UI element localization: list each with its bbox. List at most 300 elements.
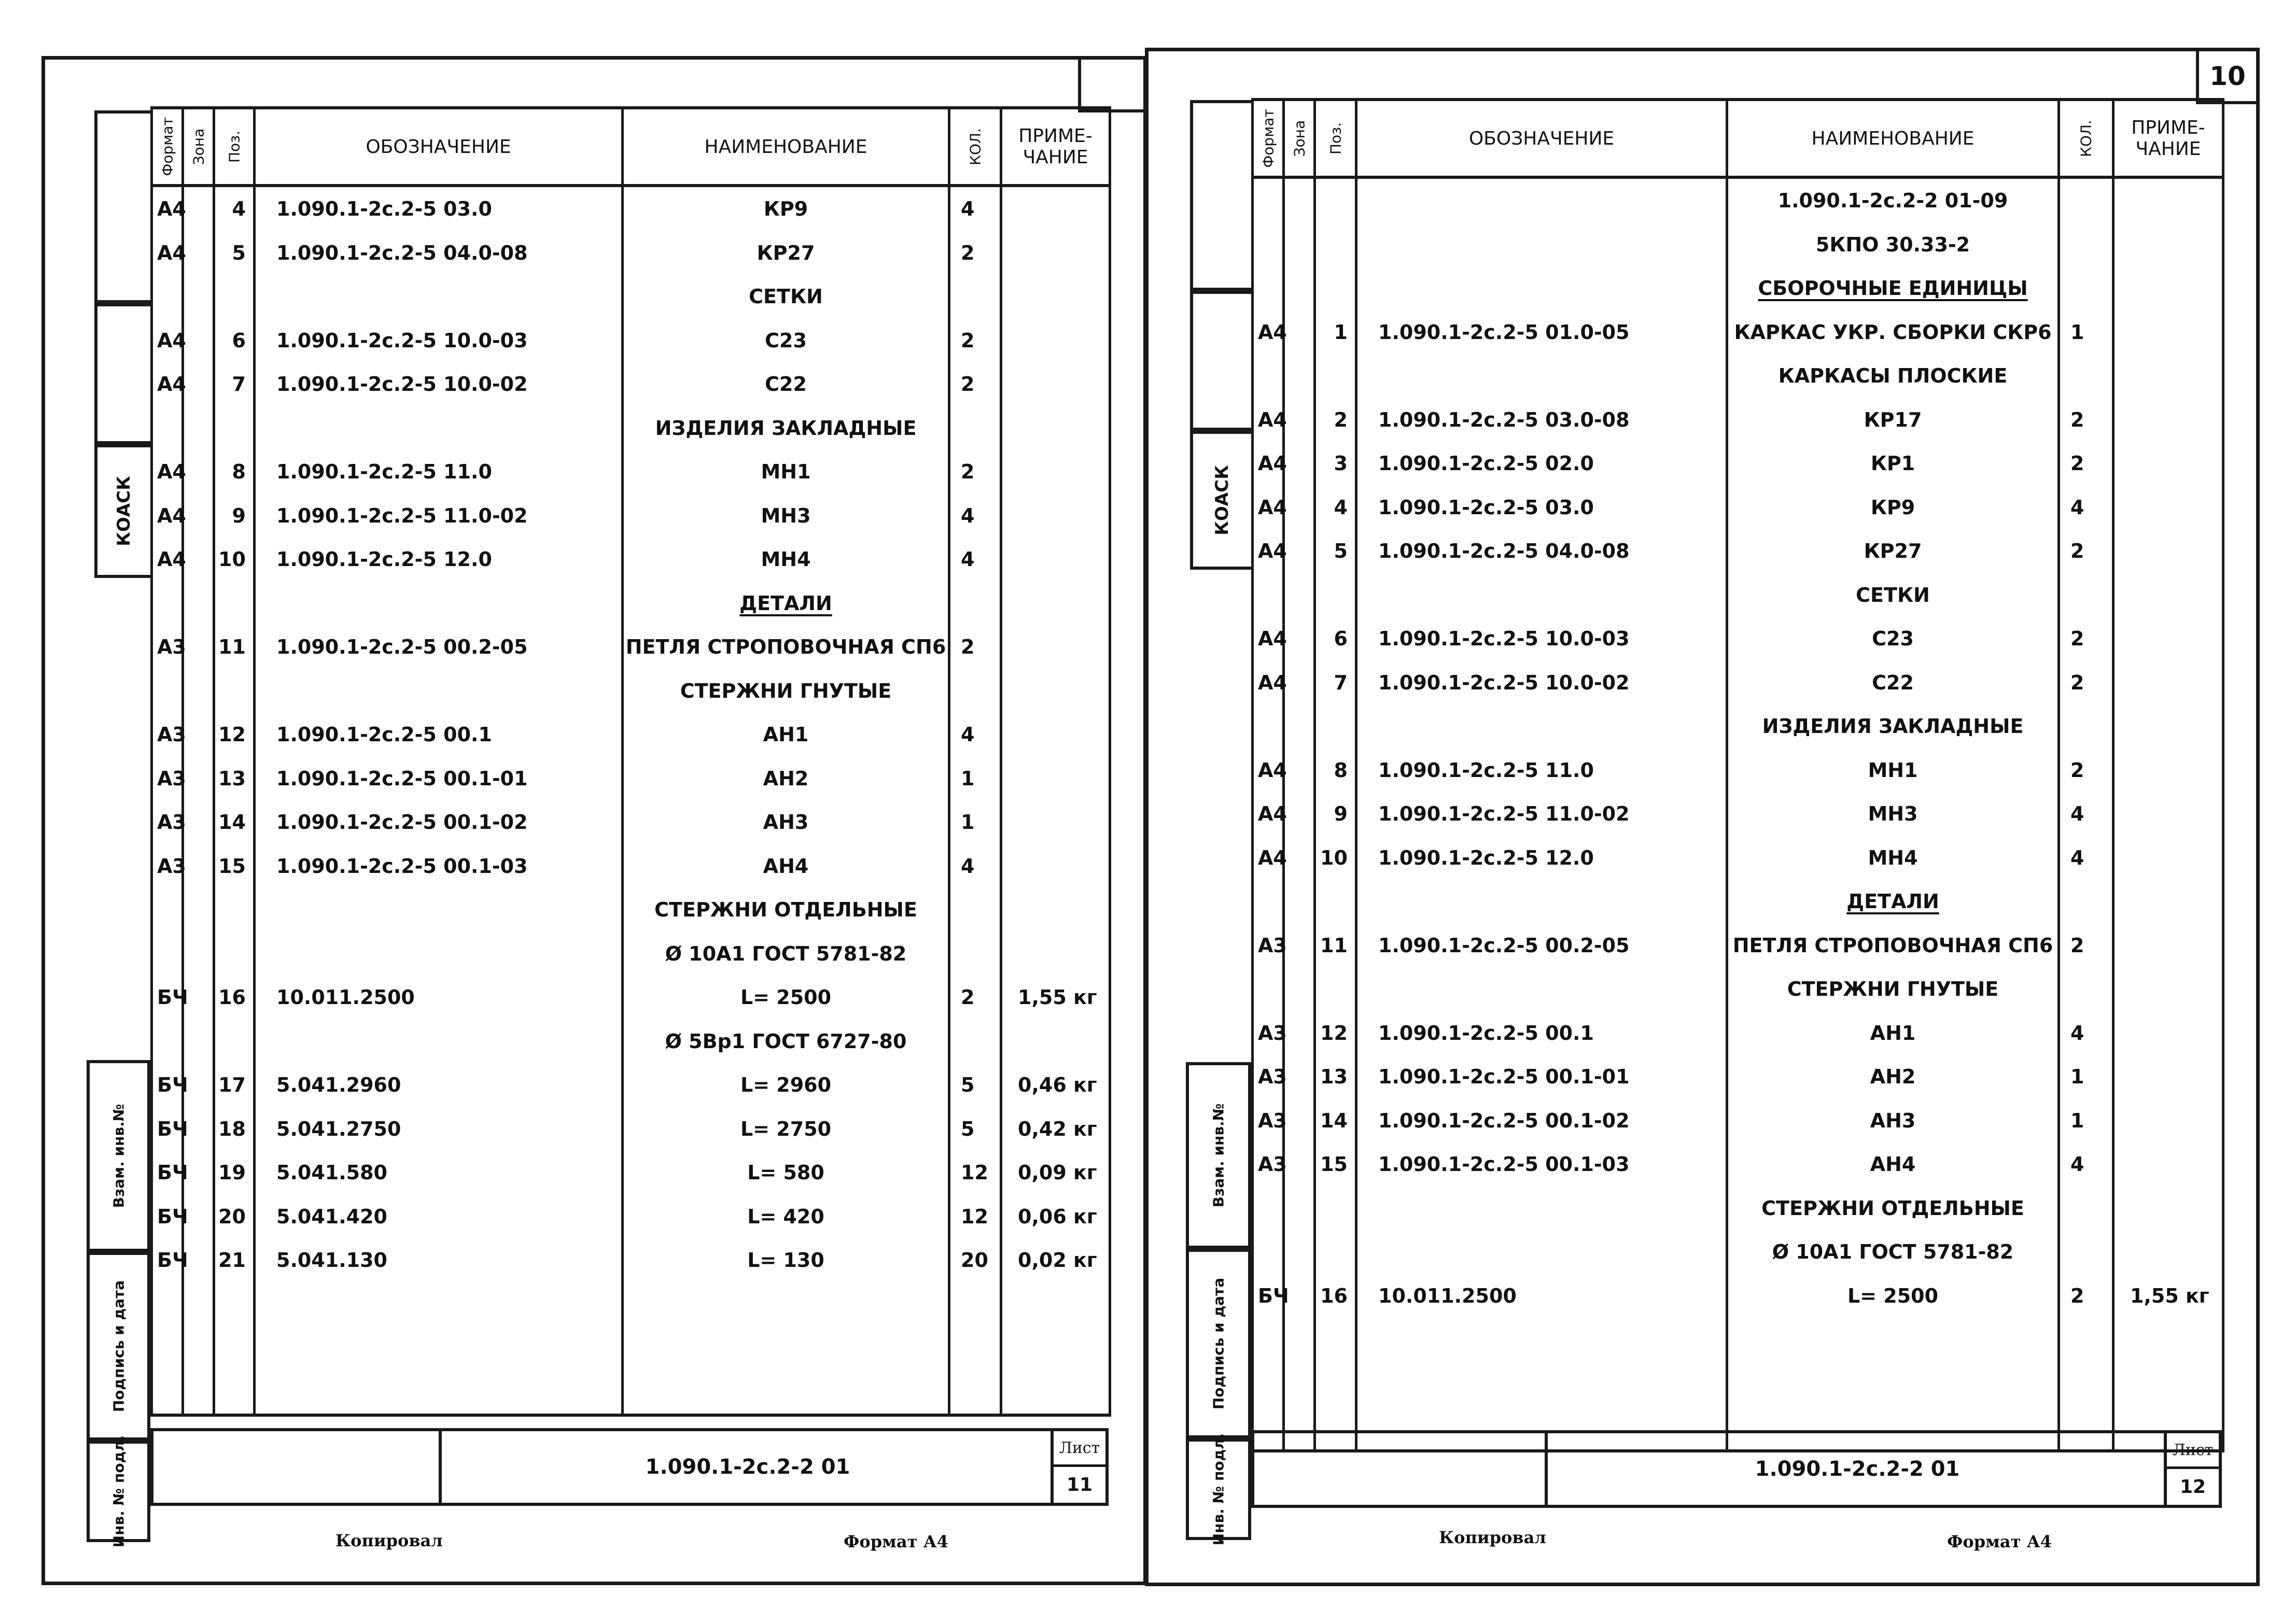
cell-note [2113,924,2223,968]
cell-format [1253,223,1284,267]
cell-designation: 1.090.1-2с.2-5 03.0-08 [1356,398,1727,442]
cell-name: L= 2500 [1727,1274,2059,1318]
table-row [152,757,1110,801]
cell-name: АН3 [1727,1099,2059,1143]
cell-name: СБОРОЧНЫЕ ЕДИНИЦЫ [1727,266,2059,311]
cell-format [1253,880,1284,924]
cell-zone [183,362,214,406]
cell-note: 0,02 кг [1001,1238,1110,1282]
cell-pos [214,582,255,626]
cell-note [1001,1326,1110,1370]
cell-format [1253,266,1284,311]
cell-pos [1315,967,1356,1011]
cell-name: КР1 [1727,442,2059,486]
sheet-left [41,56,1147,1585]
cell-pos [1315,573,1356,617]
cell-zone [1284,354,1315,398]
cell-note [2113,573,2223,617]
cell-format [1253,573,1284,617]
cell-qty: 4 [949,186,1001,231]
cell-format: А4 [1253,836,1284,880]
cell-qty: 2 [949,625,1001,669]
vzam-label: Взам. инв.№ [110,1104,127,1208]
cell-designation: 5.041.2750 [255,1107,623,1151]
table-row [1253,1142,2223,1187]
cell-pos: 11 [1315,924,1356,968]
cell-designation [1356,967,1727,1011]
table-row [1253,1362,2223,1406]
cell-designation: 1.090.1-2с.2-5 10.0-03 [1356,617,1727,661]
col-note-header: ПРИМЕ- ЧАНИЕ [2113,100,2223,177]
footer-format: Формат А4 [844,1532,948,1551]
cell-qty: 1 [2059,311,2113,355]
cell-zone [1284,880,1315,924]
cell-qty [2059,1318,2113,1362]
cell-note [1001,932,1110,976]
cell-format [1253,1362,1284,1406]
cell-pos: 6 [214,319,255,363]
cell-pos: 21 [214,1238,255,1282]
cell-qty: 1 [2059,1055,2113,1099]
table-row [1253,1011,2223,1055]
side-strip-vzam [1186,1062,1251,1249]
cell-qty: 4 [949,844,1001,888]
cell-qty [2059,177,2113,223]
cell-note [2113,836,2223,880]
cell-qty: 2 [949,231,1001,275]
cell-format: А3 [1253,924,1284,968]
page-number: 10 [2209,61,2246,91]
cell-note [1001,800,1110,844]
cell-designation [255,1020,623,1064]
cell-zone [183,669,214,713]
cell-qty [2059,266,2113,311]
cell-name: МН3 [623,494,949,538]
cell-pos [214,1370,255,1416]
cell-format: А4 [1253,617,1284,661]
cell-pos: 8 [1315,749,1356,793]
cell-format: А3 [1253,1099,1284,1143]
cell-pos: 5 [1315,529,1356,573]
cell-note [1001,362,1110,406]
cell-designation [255,1282,623,1326]
cell-name: ИЗДЕЛИЯ ЗАКЛАДНЫЕ [623,406,949,450]
cell-format [152,888,183,932]
col-zone-header: Зона [183,108,214,186]
cell-designation [1356,1362,1727,1406]
cell-format: БЧ [152,976,183,1020]
table-row [152,1195,1110,1239]
table-row [1253,661,2223,705]
col-qty-header: КОЛ. [2059,100,2113,177]
cell-qty [949,1020,1001,1064]
cell-note [1001,757,1110,801]
cell-pos: 1 [1315,311,1356,355]
cell-format: А3 [1253,1055,1284,1099]
table-row [152,231,1110,275]
cell-zone [1284,223,1315,267]
side-strip-blank-2 [1190,291,1251,431]
cell-format [1253,704,1284,749]
table-row [152,1063,1110,1107]
table-row [1253,1274,2223,1318]
side-strip-blank-2 [94,303,150,444]
cell-pos: 9 [214,494,255,538]
cell-designation: 1.090.1-2с.2-5 03.0 [255,186,623,231]
cell-designation [1356,266,1727,311]
inv-label: Инв. № подл. [1210,1433,1227,1546]
cell-note [1001,1370,1110,1416]
cell-note [2113,661,2223,705]
table-row [1253,880,2223,924]
cell-name [623,1282,949,1326]
cell-note: 1,55 кг [2113,1274,2223,1318]
side-strip-inv [1186,1433,1251,1546]
cell-zone [1284,1142,1315,1187]
cell-pos [1315,1362,1356,1406]
cell-note [2113,704,2223,749]
cell-note [1001,494,1110,538]
cell-zone [1284,704,1315,749]
cell-format: А3 [152,625,183,669]
cell-zone [183,275,214,319]
cell-name: АН2 [1727,1055,2059,1099]
col-designation-header: ОБОЗНАЧЕНИЕ [1356,100,1727,177]
cell-format [152,1282,183,1326]
cell-name: СТЕРЖНИ ОТДЕЛЬНЫЕ [1727,1187,2059,1231]
sheet-number: 12 [2179,1476,2206,1498]
cell-designation [255,669,623,713]
cell-name: 1.090.1-2с.2-2 01-09 [1727,177,2059,223]
cell-name: КР9 [623,186,949,231]
table-row [152,319,1110,363]
cell-note [2113,1099,2223,1143]
table-row [152,1326,1110,1370]
table-row [1253,1187,2223,1231]
cell-format: А3 [152,844,183,888]
cell-zone [183,319,214,363]
cell-pos: 12 [1315,1011,1356,1055]
col-note-header: ПРИМЕ- ЧАНИЕ [1001,108,1110,186]
cell-name: СТЕРЖНИ ГНУТЫЕ [623,669,949,713]
cell-designation [255,275,623,319]
cell-designation: 5.041.580 [255,1151,623,1195]
cell-zone [1284,573,1315,617]
cell-designation: 5.041.420 [255,1195,623,1239]
cell-name: АН1 [1727,1011,2059,1055]
cell-note [2113,1187,2223,1231]
table-row [1253,311,2223,355]
title-block-left [150,1428,1109,1506]
page-number-box [2196,48,2260,104]
cell-zone [1284,924,1315,968]
table-row [152,844,1110,888]
cell-designation [1356,573,1727,617]
cell-pos: 2 [1315,398,1356,442]
cell-qty [2059,1230,2113,1274]
cell-zone [1284,749,1315,793]
cell-pos: 9 [1315,792,1356,836]
cell-format [152,1020,183,1064]
cell-format [152,275,183,319]
cell-pos [214,1282,255,1326]
cell-note [2113,398,2223,442]
cell-pos: 4 [214,186,255,231]
cell-pos [214,932,255,976]
cell-note [2113,880,2223,924]
cell-note [1001,231,1110,275]
cell-note [2113,354,2223,398]
inv-label: Инв. № подл. [110,1435,127,1548]
cell-pos: 18 [214,1107,255,1151]
cell-zone [1284,1187,1315,1231]
cell-qty: 4 [2059,836,2113,880]
cell-zone [1284,1099,1315,1143]
cell-note [1001,406,1110,450]
cell-zone [183,844,214,888]
cell-note [1001,450,1110,494]
cell-designation: 1.090.1-2с.2-5 00.1-03 [255,844,623,888]
table-row [1253,749,2223,793]
cell-qty: 1 [949,757,1001,801]
cell-zone [183,450,214,494]
cell-designation [1356,1318,1727,1362]
cell-qty: 5 [949,1063,1001,1107]
cell-note [2113,1142,2223,1187]
cell-pos: 5 [214,231,255,275]
cell-pos [1315,880,1356,924]
cell-designation [1356,1230,1727,1274]
cell-name: ПЕТЛЯ СТРОПОВОЧНАЯ СП6 [1727,924,2059,968]
table-row [152,976,1110,1020]
cell-note [2113,529,2223,573]
table-row [1253,1055,2223,1099]
cell-qty: 2 [2059,529,2113,573]
table-row [152,406,1110,450]
cell-name: КР9 [1727,486,2059,530]
cell-zone [1284,661,1315,705]
cell-pos [1315,223,1356,267]
cell-designation [1356,1187,1727,1231]
sheet-number-box [1078,56,1147,112]
cell-designation [255,406,623,450]
cell-pos: 10 [214,538,255,582]
cell-format: А4 [1253,749,1284,793]
cell-qty: 2 [2059,617,2113,661]
table-row [1253,924,2223,968]
table-row [1253,354,2223,398]
cell-pos: 10 [1315,836,1356,880]
cell-name: АН4 [623,844,949,888]
cell-format: А3 [152,757,183,801]
col-designation-header: ОБОЗНАЧЕНИЕ [255,108,623,186]
cell-qty [949,1326,1001,1370]
cell-qty: 1 [2059,1099,2113,1143]
cell-format: А4 [1253,311,1284,355]
cell-zone [183,494,214,538]
side-strip-vzam [87,1060,150,1252]
cell-format [1253,1318,1284,1362]
footer-copied: Копировал [335,1531,443,1550]
cell-designation: 1.090.1-2с.2-5 11.0-02 [255,494,623,538]
cell-designation: 1.090.1-2с.2-5 04.0-08 [1356,529,1727,573]
table-row [1253,266,2223,311]
cell-zone [1284,792,1315,836]
cell-qty: 4 [949,538,1001,582]
cell-designation: 1.090.1-2с.2-5 00.1-03 [1356,1142,1727,1187]
stamp-label: КОАСК [1212,465,1233,535]
table-row [152,800,1110,844]
cell-qty [949,1282,1001,1326]
cell-note [1001,186,1110,231]
cell-qty [949,932,1001,976]
table-row [1253,573,2223,617]
table-row [152,669,1110,713]
cell-designation [255,1326,623,1370]
table-row [152,888,1110,932]
cell-zone [183,713,214,757]
cell-pos [1315,1187,1356,1231]
cell-name: КР27 [1727,529,2059,573]
cell-designation: 1.090.1-2с.2-5 10.0-02 [1356,661,1727,705]
spec-table-right [1251,98,2224,1452]
footer-copied: Копировал [1439,1528,1546,1547]
cell-pos: 20 [214,1195,255,1239]
cell-note [1001,625,1110,669]
table-row [152,494,1110,538]
doc-code: 1.090.1-2с.2-2 01 [645,1455,850,1479]
cell-pos [1315,266,1356,311]
cell-note: 0,06 кг [1001,1195,1110,1239]
cell-qty: 12 [949,1195,1001,1239]
cell-pos: 11 [214,625,255,669]
cell-zone [183,1326,214,1370]
table-row [152,538,1110,582]
cell-zone [1284,836,1315,880]
doc-code: 1.090.1-2с.2-2 01 [1755,1457,1960,1481]
cell-zone [1284,177,1315,223]
cell-note [2113,1318,2223,1362]
cell-pos: 14 [1315,1099,1356,1143]
cell-zone [183,932,214,976]
cell-zone [183,186,214,231]
cell-zone [183,582,214,626]
cell-designation [1356,880,1727,924]
cell-note: 0,42 кг [1001,1107,1110,1151]
cell-format: А4 [152,231,183,275]
cell-pos [214,1020,255,1064]
cell-name: Ø 10А1 ГОСТ 5781-82 [623,932,949,976]
title-block-right [1251,1430,2222,1508]
cell-note [2113,177,2223,223]
cell-zone [183,625,214,669]
cell-format: БЧ [1253,1274,1284,1318]
table-row [152,713,1110,757]
table-row [152,450,1110,494]
cell-pos: 14 [214,800,255,844]
cell-qty: 4 [949,713,1001,757]
cell-zone [183,1020,214,1064]
cell-note [2113,486,2223,530]
cell-designation [1356,354,1727,398]
cell-format [152,1326,183,1370]
cell-zone [1284,1055,1315,1099]
cell-designation: 1.090.1-2с.2-5 11.0 [1356,749,1727,793]
cell-zone [1284,1230,1315,1274]
cell-zone [183,757,214,801]
cell-pos [1315,1318,1356,1362]
cell-pos: 16 [214,976,255,1020]
cell-format: БЧ [152,1238,183,1282]
table-row [1253,398,2223,442]
cell-format: А4 [1253,442,1284,486]
cell-pos: 16 [1315,1274,1356,1318]
cell-name: МН3 [1727,792,2059,836]
cell-qty: 4 [2059,1142,2113,1187]
cell-name: АН4 [1727,1142,2059,1187]
cell-designation [1356,704,1727,749]
stamp-label: КОАСК [114,476,134,546]
cell-name: L= 420 [623,1195,949,1239]
cell-note [2113,1362,2223,1406]
cell-designation [255,888,623,932]
cell-designation: 1.090.1-2с.2-5 00.1 [255,713,623,757]
cell-name: L= 130 [623,1238,949,1282]
side-strip-stamp [1190,431,1251,570]
cell-qty [2059,1362,2113,1406]
cell-format: А4 [1253,486,1284,530]
cell-name: ДЕТАЛИ [1727,880,2059,924]
cell-qty: 12 [949,1151,1001,1195]
cell-zone [1284,967,1315,1011]
col-pos-header: Поз. [1315,100,1356,177]
cell-qty [2059,880,2113,924]
cell-format [152,406,183,450]
col-name-header: НАИМЕНОВАНИЕ [623,108,949,186]
side-strip-blank-1 [94,110,150,303]
cell-note [1001,538,1110,582]
cell-note [2113,311,2223,355]
cell-name: 5КПО 30.33-2 [1727,223,2059,267]
cell-format: А3 [1253,1142,1284,1187]
cell-format: А4 [152,494,183,538]
cell-pos [214,669,255,713]
cell-zone [1284,442,1315,486]
footer-format: Формат А4 [1947,1532,2052,1551]
side-strip-podpis [87,1252,150,1441]
sheet-number: 11 [1066,1474,1093,1495]
cell-designation: 5.041.130 [255,1238,623,1282]
table-row [152,1238,1110,1282]
cell-zone [1284,1011,1315,1055]
table-row [1253,704,2223,749]
table-row [152,1370,1110,1416]
cell-name [1727,1362,2059,1406]
cell-designation: 1.090.1-2с.2-5 10.0-02 [255,362,623,406]
table-row [152,1282,1110,1326]
cell-name: КР17 [1727,398,2059,442]
cell-pos [214,406,255,450]
cell-qty [2059,704,2113,749]
cell-designation: 1.090.1-2с.2-5 00.1-02 [255,800,623,844]
table-row [152,932,1110,976]
cell-name: L= 2750 [623,1107,949,1151]
cell-name: АН1 [623,713,949,757]
cell-zone [1284,311,1315,355]
cell-pos: 15 [214,844,255,888]
table-row [1253,486,2223,530]
table-row [152,186,1110,231]
